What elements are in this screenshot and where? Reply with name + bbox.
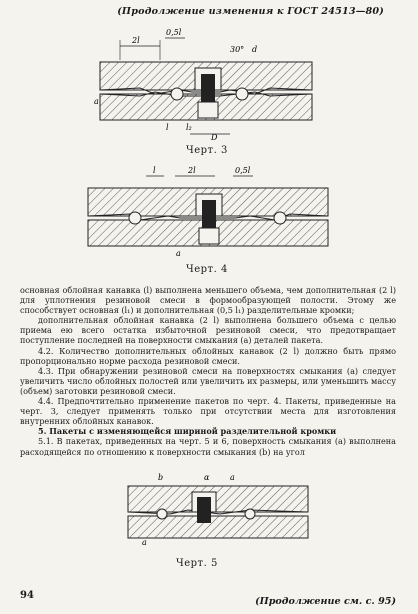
fig5-label-a-bottom: a [142,538,147,547]
section-heading: 5. Пакеты с изменяющейся шириной разделительной кромки [38,426,337,437]
paragraph: основная облойная канавка (l) выполнена меньшего объема, чем дополнительная (2 l) для уплотнения резиновой смеси в формообразующей полости. Этому же способствует основная (l₁) и дополнительная (0,5 l₁) разделительные кромки; [20,285,396,316]
fig4-label-a: a [176,249,181,258]
figure-4-caption: Черт. 4 [186,264,228,275]
paragraph: 5.1. В пакетах, приведенных на черт. 5 и 6, поверхность смыкания (а) выполнена расходящейся по отношению к поверхности смыкания (b) на угол [20,436,396,457]
figure-5-drawing [80,468,320,548]
fig4-label-2l: 2l [188,166,196,175]
page-number: 94 [20,590,34,601]
fig3-label-l2: l₂ [186,123,192,132]
running-header: (Продолжение изменения к ГОСТ 24513—80) [117,6,384,17]
fig5-label-b: b [158,473,164,482]
fig5-label-a-top: a [230,473,235,482]
body-text [20,285,396,457]
paragraph: 4.2. Количество дополнительных облойных канавок (2 l) должно быть прямо пропорционально норме расхода резиновой смеси. [20,345,396,366]
fig4-label-l: l [153,166,156,175]
fig3-label-D: D [211,133,218,142]
fig3-label-d: d [252,45,258,54]
fig4-label-05l: 0,5l [235,166,251,175]
fig3-label-2l: 2l [132,36,140,45]
figure-3-drawing [80,24,330,142]
paragraph: 4.3. При обнаружении резиновой смеси на поверхностях смыкания (а) следует увеличить число облойных полостей или увеличить их размеры, или уменьшить массу (объем) заготовки резиновой смеси. [20,365,396,396]
figure-4-drawing [80,162,340,260]
fig3-label-l: l [166,123,169,132]
fig3-label-angle: 30° [230,45,245,54]
figure-5-caption: Черт. 5 [176,558,218,569]
paragraph: дополнительная облойная канавка (2 l) выполнена большего объема с целью приема ею всего остатка избыточной резиновой смеси, что предотвращает поступление последней на поверхности смыкания (а) деталей пакета. [20,315,396,346]
continued-note: (Продолжение см. с. 95) [255,596,396,607]
fig3-label-a: a [94,97,99,106]
fig3-label-05l: 0,5l [166,28,182,37]
figure-3-caption: Черт. 3 [186,145,228,156]
paragraph: 4.4. Предпочтительно применение пакетов по черт. 4. Пакеты, приведенные на черт. 3, следует применять только при отсутствии места для изготовления внутренних облойных канавок. [20,396,396,427]
fig5-label-alpha: α [204,473,210,482]
